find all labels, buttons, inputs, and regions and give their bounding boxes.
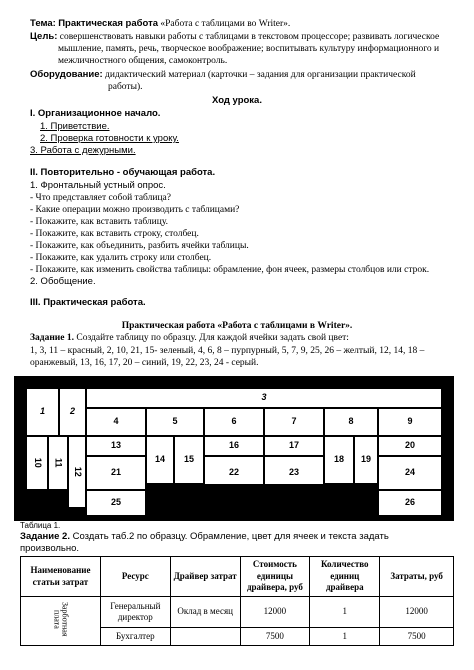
question-4: - Покажите, как вставить строку, столбец.	[30, 229, 199, 239]
header-total-cost: Затраты, руб	[380, 557, 454, 597]
diagram-cell-20: 20	[378, 436, 442, 456]
table-1-caption: Таблица 1.	[20, 521, 61, 530]
header-resource: Ресурс	[100, 557, 170, 597]
diagram-cell-22: 22	[204, 456, 264, 490]
diagram-cell-11	[48, 436, 68, 490]
goal-line-1: совершенствовать навыки работы с таблицами в текстовом процессоре; развивать логическое	[59, 32, 440, 42]
diagram-cell-10-text: 10	[32, 457, 43, 468]
diagram-cell-9: 9	[378, 408, 442, 436]
task-2-line-1	[20, 531, 389, 543]
diagram-cell-10	[26, 436, 48, 490]
diagram-cell-25: 25	[86, 490, 146, 516]
row-1-total: 12000	[380, 597, 454, 628]
task-1-label: Задание 1.	[30, 333, 74, 343]
row-2-driver	[170, 628, 240, 645]
diagram-cell-1: 1	[26, 388, 59, 436]
diagram-cell-23: 23	[264, 456, 324, 490]
diagram-cell-15: 15	[174, 436, 204, 484]
cost-table-header-row	[21, 557, 454, 597]
task-2-label: Задание 2.	[20, 531, 70, 542]
goal-line-3: межличностного общения, самоконтроль.	[58, 56, 228, 66]
summary-item: 2. Обобщение.	[30, 276, 96, 287]
section-1-title: I. Организационное начало.	[30, 108, 161, 119]
task-1-line-2: 1, 3, 11 – красный, 2, 10, 21, 15- зеленый, 4, 6, 8 – пурпурный, 5, 7, 9, 25, 26 – желтый, 12, 14, 18 –	[30, 346, 425, 356]
question-6: - Покажите, как удалить строку или столбец.	[30, 253, 212, 263]
diagram-cell-11-text: 11	[53, 458, 64, 468]
header-unit-cost: Стоимость единицы драйвера, руб	[240, 557, 310, 597]
task-2-line-2: произвольно.	[20, 543, 80, 554]
row-2-resource: Бухгалтер	[100, 628, 170, 645]
task-1-text: Создайте таблицу по образцу. Для каждой ячейки задать свой цвет:	[76, 333, 349, 343]
diagram-cell-24: 24	[378, 456, 442, 490]
cost-table	[20, 556, 454, 646]
diagram-cell-8: 8	[324, 408, 378, 436]
row-1-quantity: 1	[310, 597, 380, 628]
diagram-cell-12	[68, 436, 86, 508]
oral-survey-item: 1. Фронтальный устный опрос.	[30, 180, 166, 191]
duty-item: 3. Работа с дежурными.	[30, 145, 136, 156]
topic-text: Практическая работа	[58, 18, 159, 29]
equipment-line-2: работы).	[108, 82, 143, 92]
diagram-cell-16: 16	[204, 436, 264, 456]
goal-label: Цель:	[30, 31, 58, 42]
row-1-driver: Оклад в месяц	[170, 597, 240, 628]
row-1-unit-cost: 12000	[240, 597, 310, 628]
greeting-item: 1. Приветствие.	[40, 121, 110, 132]
diagram-cell-7: 7	[264, 408, 324, 436]
diagram-cell-2: 2	[59, 388, 86, 436]
work-title: Практическая работа «Работа с таблицами в Writer».	[121, 321, 353, 331]
row-1-resource: Генеральный директор	[100, 597, 170, 628]
header-quantity: Количество единиц драйвера	[310, 557, 380, 597]
goal-block	[30, 31, 460, 43]
header-driver: Драйвер затрат	[170, 557, 240, 597]
question-1: - Что представляет собой таблица?	[30, 193, 171, 203]
topic-label: Тема:	[30, 18, 56, 29]
lesson-heading: Ход урока.	[211, 95, 262, 106]
topic-quote: «Работа с таблицами во Writer».	[160, 19, 291, 29]
equipment-line	[30, 69, 416, 81]
group-label: Зарботная плата	[52, 601, 70, 637]
question-7: - Покажите, как изменить свойства таблицы: обрамление, фон ячеек, размеры столбцов или строк.	[30, 265, 430, 275]
sample-table-diagram	[14, 376, 454, 521]
equipment-label: Оборудование:	[30, 69, 103, 80]
section-3-title: III. Практическая работа.	[30, 297, 146, 308]
equipment-line-1: дидактический материал (карточки – задания для организации практической	[105, 70, 416, 80]
group-cell	[21, 597, 101, 646]
topic-line	[30, 18, 290, 30]
diagram-cell-4: 4	[86, 408, 146, 436]
readiness-item: 2. Проверка готовности к уроку.	[40, 133, 179, 144]
diagram-cell-3: 3	[86, 388, 442, 408]
diagram-cell-19: 19	[354, 436, 378, 484]
diagram-cell-18: 18	[324, 436, 354, 484]
goal-line-2: мышление, память, речь, творческое воображение; воспитывать культуру информационного и	[58, 44, 440, 54]
task-1-line-3: оранжевый, 13, 16, 17, 20 – синий, 19, 22, 23, 24 - серый.	[30, 358, 259, 368]
diagram-cell-21: 21	[86, 456, 146, 490]
diagram-cell-26: 26	[378, 490, 442, 516]
diagram-gap	[146, 484, 378, 494]
question-5: - Покажите, как объединить, разбить ячейки таблицы.	[30, 241, 249, 251]
row-2-quantity: 1	[310, 628, 380, 645]
header-cost-item: Наименование статьи затрат	[21, 557, 101, 597]
diagram-cell-13: 13	[86, 436, 146, 456]
section-2-title: II. Повторительно - обучающая работа.	[30, 167, 216, 178]
diagram-cell-17: 17	[264, 436, 324, 456]
row-2-unit-cost: 7500	[240, 628, 310, 645]
question-2: - Какие операции можно производить с таблицами?	[30, 205, 240, 215]
diagram-cell-14: 14	[146, 436, 174, 484]
table-row	[21, 597, 454, 628]
task-1-line-1	[30, 332, 349, 344]
diagram-cell-12-text: 12	[72, 466, 83, 477]
question-3: - Покажите, как вставить таблицу.	[30, 217, 169, 227]
diagram-cell-5: 5	[146, 408, 204, 436]
task-2-text: Создать таб.2 по образцу. Обрамление, цвет для ячеек и текста задать	[72, 531, 389, 542]
diagram-cell-6: 6	[204, 408, 264, 436]
row-2-total: 7500	[380, 628, 454, 645]
